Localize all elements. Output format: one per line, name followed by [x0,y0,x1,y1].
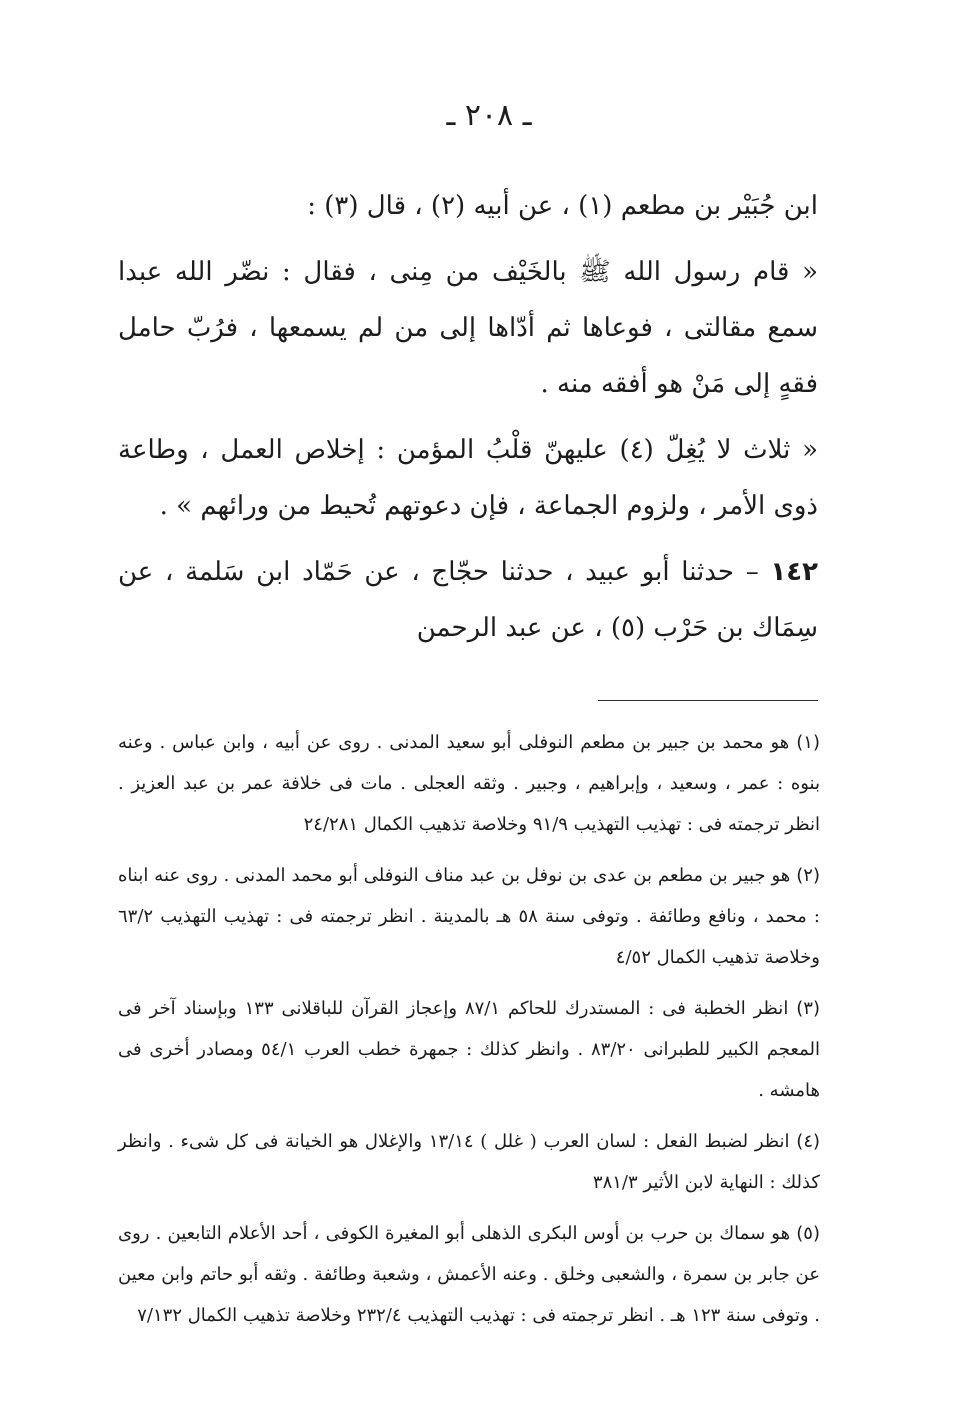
footnote-text: انظر لضبط الفعل : لسان العرب ( غلل ) ١٣/١٤ والإغلال هو الخيانة فى كل شىء . وانظر كذلك : النهاية لابن الأثير ٣٨١/٣ [118,1131,820,1193]
hadith-isnad: – حدثنا أبو عبيد ، حدثنا حجّاج ، عن حَمّاد ابن سَلمة ، عن سِمَاك بن حَرْب (٥) ، عن عبد الرحمن [118,557,818,643]
footnote-text: هو سماك بن حرب بن أوس البكرى الذهلى أبو المغيرة الكوفى ، أحد الأعلام التابعين . روى عن جابر بن سمرة ، والشعبى وخلق . وعنه الأعمش ، وشعبة وطائفة . وثقه أبو حاتم وابن معين . وتوفى سنة ١٢٣ هـ . انظر ترجمته فى : تهذيب التهذيب ٢٣٢/٤ وخلاصة تذهيب الكمال ٧/١٣٢ [118,1223,820,1326]
isnad-line: ابن جُبَيْر بن مطعم (١) ، عن أبيه (٢) ، قال (٣) : [307,191,818,221]
hadith-number: ١٤٢ [770,557,819,587]
page-number: ـ ٢٠٨ ـ [446,98,532,133]
main-text [118,178,818,656]
footnote-separator [598,700,818,701]
footnote-text: انظر الخطبة فى : المستدرك للحاكم ٨٧/١ وإعجاز القرآن للباقلانى ١٣٣ وبإسناد آخر فى المعجم الكبير للطبرانى ٨٣/٢٠ . وانظر كذلك : جمهرة خطب العرب ٥٤/١ ومصادر أخرى فى هامشه . [118,998,820,1101]
hadith-text-paragraph: « ثلاث لا يُغِلّ (٤) عليهنّ قلْبُ المؤمن : إخلاص العمل ، وطاعة ذوى الأمر ، ولزوم الجماعة ، فإن دعوتهم تُحيط من ورائهم » . [118,435,818,521]
footnote-number: (٣) [796,998,820,1019]
hadith-text-paragraph: « قام رسول الله ﷺ بالخَيْف من مِنى ، فقال : نضّر الله عبدا سمع مقالتى ، فوعاها ثم أدّاها إلى من لم يسمعها ، فرُبّ حامل فقهٍ إلى مَنْ هو أفقه منه . [118,257,818,399]
footnote-number: (٥) [796,1223,820,1244]
footnote [118,722,820,845]
hadith-entry [118,544,818,656]
footnote [118,988,820,1111]
footnote [118,1121,820,1203]
footnote [118,855,820,978]
footnotes [118,722,820,1346]
footnote [118,1213,820,1336]
footnote-text: هو جبير بن مطعم بن عدى بن نوفل بن عبد مناف النوفلى أبو محمد المدنى . روى عنه ابناه : محمد ، ونافع وطائفة . وتوفى سنة ٥٨ هـ بالمدينة . انظر ترجمته فى : تهذيب التهذيب ٦٣/٢ وخلاصة تذهيب الكمال ٤/٥٢ [118,865,820,968]
footnote-number: (٢) [796,865,820,886]
footnote-text: هو محمد بن جبير بن مطعم النوفلى أبو سعيد المدنى . روى عن أبيه ، وابن عباس . وعنه بنوه : عمر ، وسعيد ، وإبراهيم ، وجبير . وثقه العجلى . مات فى خلافة عمر بن عبد العزيز . انظر ترجمته فى : تهذيب التهذيب ٩١/٩ وخلاصة تذهيب الكمال ٢٤/٢٨١ [118,732,820,835]
footnote-number: (١) [796,732,820,753]
footnote-number: (٤) [796,1131,821,1152]
